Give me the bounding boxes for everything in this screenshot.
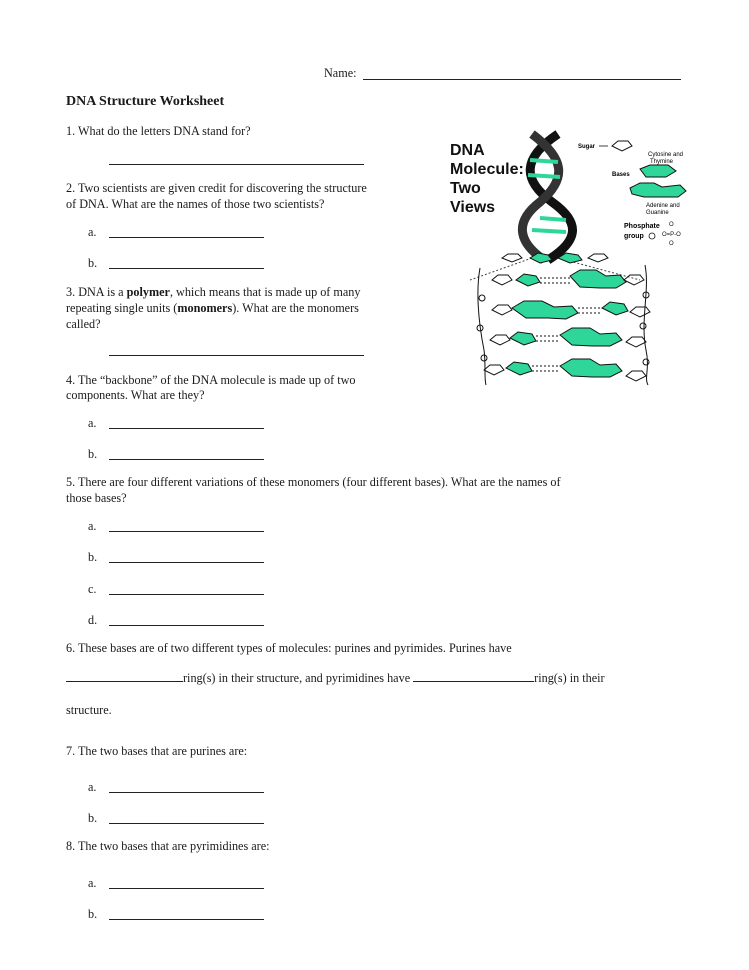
option-label: b. (88, 907, 98, 921)
answer-line-q4b[interactable] (109, 459, 264, 460)
purine-base-icon (630, 183, 686, 197)
sugar-pentagon-icon (612, 141, 632, 151)
worksheet-title: DNA Structure Worksheet (66, 94, 225, 109)
option-label: b. (88, 447, 98, 461)
answer-line-q8a[interactable] (109, 888, 264, 889)
svg-text:O: O (669, 222, 674, 228)
question-5-line-1: 5. There are four different variations of these monomers (four different bases). What are the names of (66, 475, 561, 489)
answer-line-q7b[interactable] (109, 823, 264, 824)
question-5-line-2: those bases? (66, 491, 127, 505)
double-helix (470, 134, 640, 280)
question-2-line-2: of DNA. What are the names of those two scientists? (66, 197, 325, 211)
option-label: c. (88, 582, 97, 596)
option-label: d. (88, 613, 98, 627)
dna-ladder (477, 253, 650, 385)
legend-bases-label: Bases (612, 172, 630, 178)
answer-line-q5c[interactable] (109, 594, 264, 595)
option-label: a. (88, 780, 97, 794)
option-label: a. (88, 519, 97, 533)
option-label: b. (88, 256, 98, 270)
question-4-line-1: 4. The “backbone” of the DNA molecule is made up of two (66, 373, 356, 387)
option-label: a. (88, 416, 97, 430)
answer-line-q2a[interactable] (109, 237, 264, 238)
svg-text:O: O (669, 241, 674, 247)
phosphate-icon (649, 233, 655, 239)
answer-line-q7a[interactable] (109, 792, 264, 793)
question-7: 7. The two bases that are purines are: (66, 744, 248, 758)
figure-title-line-2: Molecule: (450, 161, 524, 178)
legend-sugar-label: Sugar (578, 144, 596, 150)
question-2-line-1: 2. Two scientists are given credit for discovering the structure (66, 181, 367, 195)
question-6-line-3: structure. (66, 703, 112, 717)
dna-molecule-figure (440, 130, 700, 395)
legend-adenine-label: Adenine and (646, 203, 680, 209)
figure-title-line-4: Views (450, 199, 496, 216)
option-label: a. (88, 876, 97, 890)
name-label: Name: (324, 66, 357, 80)
answer-line-q8b[interactable] (109, 919, 264, 920)
svg-text:O=P-O: O=P-O (662, 232, 681, 238)
phosphate-structure (662, 222, 681, 247)
answer-line-q5a[interactable] (109, 531, 264, 532)
answer-line-q5d[interactable] (109, 625, 264, 626)
answer-blank-pyrimidine-rings[interactable] (413, 671, 534, 682)
name-field[interactable] (363, 79, 681, 80)
legend-cytosine-label: Cytosine and (648, 152, 684, 158)
question-1: 1. What do the letters DNA stand for? (66, 124, 251, 138)
answer-line-q3[interactable] (109, 355, 364, 356)
figure-title-line-1: DNA (450, 142, 485, 159)
option-label: b. (88, 811, 98, 825)
answer-line-q5b[interactable] (109, 562, 264, 563)
option-label: b. (88, 550, 98, 564)
question-8: 8. The two bases that are pyrimidines are: (66, 839, 270, 853)
figure-title-line-3: Two (450, 180, 481, 197)
answer-line-q4a[interactable] (109, 428, 264, 429)
pyrimidine-base-icon (640, 165, 676, 177)
legend-thymine-label: Thymine (650, 159, 674, 165)
question-6-line-2: ring(s) in their structure, and pyrimidines have ring(s) in their (66, 670, 605, 687)
answer-line-q2b[interactable] (109, 268, 264, 269)
question-3-line-3: called? (66, 317, 101, 331)
question-6-line-1: 6. These bases are of two different types of molecules: purines and pyrimides. Purines have (66, 641, 512, 655)
answer-blank-purine-rings[interactable] (66, 671, 183, 682)
legend-phosphate-label: Phosphate (624, 223, 660, 230)
option-label: a. (88, 225, 97, 239)
answer-line-q1[interactable] (109, 164, 364, 165)
legend-guanine-label: Guanine (646, 210, 669, 216)
question-3-line-1: 3. DNA is a polymer, which means that is made up of many (66, 285, 361, 299)
question-4-line-2: components. What are they? (66, 388, 205, 402)
question-3-line-2: repeating single units (monomers). What are the monomers (66, 301, 359, 315)
legend-group-label: group (624, 233, 644, 240)
